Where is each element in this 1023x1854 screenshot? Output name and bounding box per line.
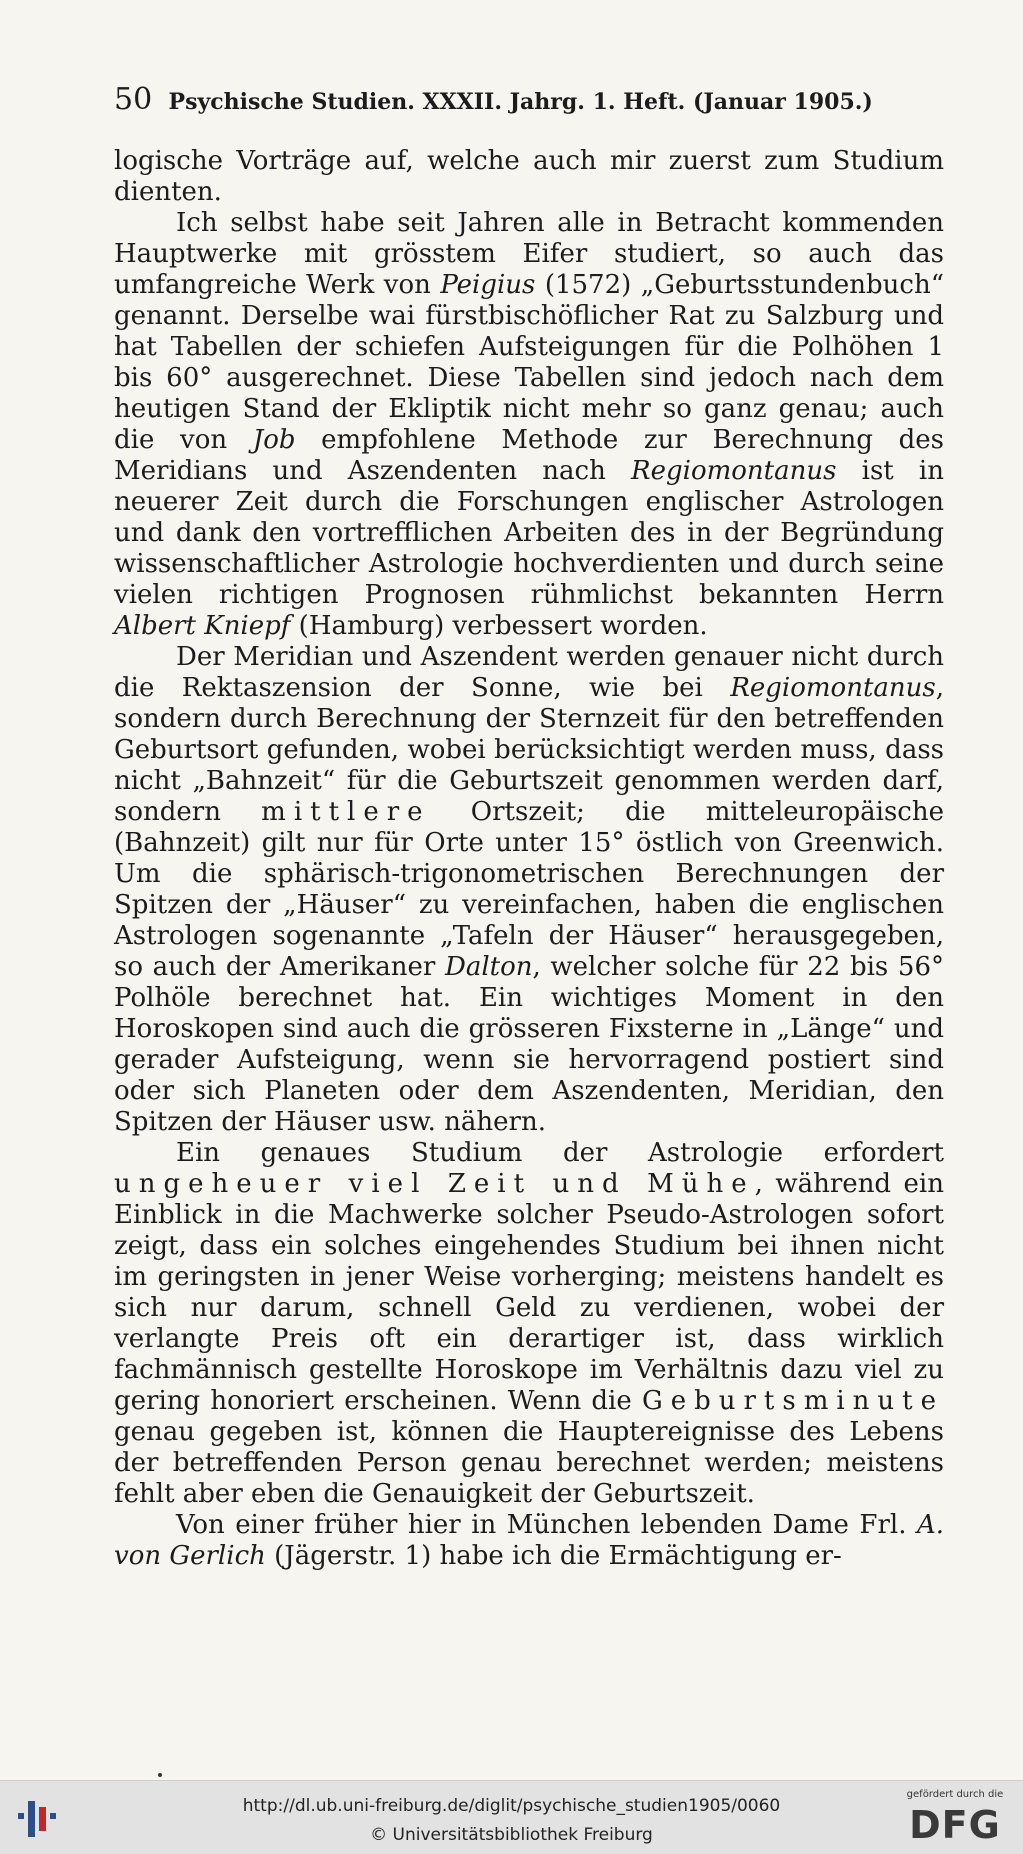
name-regiomontanus: Regiomontanus (631, 456, 837, 486)
name-peigius: Peigius (440, 270, 536, 300)
scan-dot (158, 1773, 162, 1777)
paragraph-4: Ein genaues Studium der Astrologie erfordert ungeheuer viel Zeit und Mühe, während ein Einblick in die Machwerke solcher Pseudo-Astrologen sofort zeigt, dass ein solches eingehendes Studium bei ihnen nicht im geringsten in jener Weise vorherging; meistens handelt es sich nur darum, schnell Geld zu verdienen, wobei der verlangte Preis oft ein derartiger ist, dass wirklich fachmännisch gestellte Horoskope im Verhältnis dazu viel zu gering honoriert erscheinen. Wenn die Geburtsminute genau gegeben ist, können die Hauptereignisse des Lebens der betreffenden Person genau berechnet werden; meistens fehlt aber eben die Genauigkeit der Geburtszeit. (114, 1138, 944, 1509)
journal-title: Psychische Studien. XXXII. Jahrg. 1. Heft. (Januar 1905.) (168, 89, 873, 115)
footer-bar (0, 1780, 1023, 1854)
paragraph-5: Von einer früher hier in München lebenden Dame Frl. A. von Gerlich (Jägerstr. 1) habe ich die Ermächtigung er- (114, 1510, 944, 1571)
dfg-wordmark: DFG (909, 1803, 1001, 1847)
spaced-mittlere: mittlere (261, 797, 431, 827)
copyright: © Universitätsbibliothek Freiburg (370, 1825, 653, 1845)
paragraph-2: Ich selbst habe seit Jahren alle in Betracht kommenden Hauptwerke mit grösstem Eifer studiert, so auch das umfangreiche Werk von Peigius (1572) „Geburtsstundenbuch“ genannt. Derselbe wai fürstbischöflicher Rat zu Salzburg und hat Tabellen der schiefen Aufsteigungen für die Polhöhen 1 bis 60° ausgerechnet. Diese Tabellen sind jedoch nach dem heutigen Stand der Ekliptik nicht mehr so ganz genau; auch die von Job empfohlene Methode zur Berechnung des Meridians und Aszendenten nach Regiomontanus ist in neuerer Zeit durch die Forschungen englischer Astrologen und dank den vortrefflichen Arbeiten des in der Begründung wissenschaftlicher Astrologie hochverdienten und durch seine vielen richtigen Prognosen rühmlichst bekannten Herrn Albert Kniepf (Hamburg) verbessert worden. (114, 208, 944, 641)
page-number: 50 (114, 82, 153, 117)
paragraph-1: logische Vorträge auf, welche auch mir zuerst zum Studium dienten. (114, 146, 944, 207)
name-job: Job (252, 425, 296, 455)
dfg-logo (900, 1789, 1010, 1849)
name-gerlich: A. von Gerlich (114, 1510, 944, 1571)
running-head (114, 82, 914, 117)
spaced-ungeheuer: ungeheuer viel Zeit und Mühe (114, 1169, 755, 1199)
spaced-geburtsminute: Geburtsminute (641, 1386, 944, 1416)
body-text (114, 146, 944, 1572)
paragraph-3: Der Meridian und Aszendent werden genauer nicht durch die Rektaszension der Sonne, wie bei Regiomontanus, sondern durch Berechnung der Sternzeit für den betreffenden Geburtsort gefunden, wobei berücksichtigt werden muss, dass nicht „Bahnzeit“ für die Geburtszeit genommen werden darf, sondern mittlere Ortszeit; die mitteleuropäische (Bahnzeit) gilt nur für Orte unter 15° östlich von Greenwich. Um die sphärisch-trigonometrischen Berechnungen der Spitzen der „Häuser“ zu vereinfachen, haben die englischen Astrologen sogenannte „Tafeln der Häuser“ herausgegeben, so auch der Amerikaner Dalton, welcher solche für 22 bis 56° Polhöle berechnet hat. Ein wichtiges Moment in den Horoskopen sind auch die grösseren Fixsterne in „Länge“ und gerader Aufsteigung, wenn sie hervorragend postiert sind oder sich Planeten oder dem Aszendenten, Meridian, den Spitzen der Häuser usw. nähern. (114, 642, 944, 1137)
name-kniepf: Albert Kniepf (114, 611, 291, 641)
name-dalton: Dalton (444, 952, 533, 982)
dfg-caption: gefördert durch die (906, 1789, 1004, 1800)
source-url[interactable]: http://dl.ub.uni-freiburg.de/diglit/psychische_studien1905/0060 (242, 1796, 781, 1816)
name-regiomontanus-2: Regiomontanus (730, 673, 936, 703)
